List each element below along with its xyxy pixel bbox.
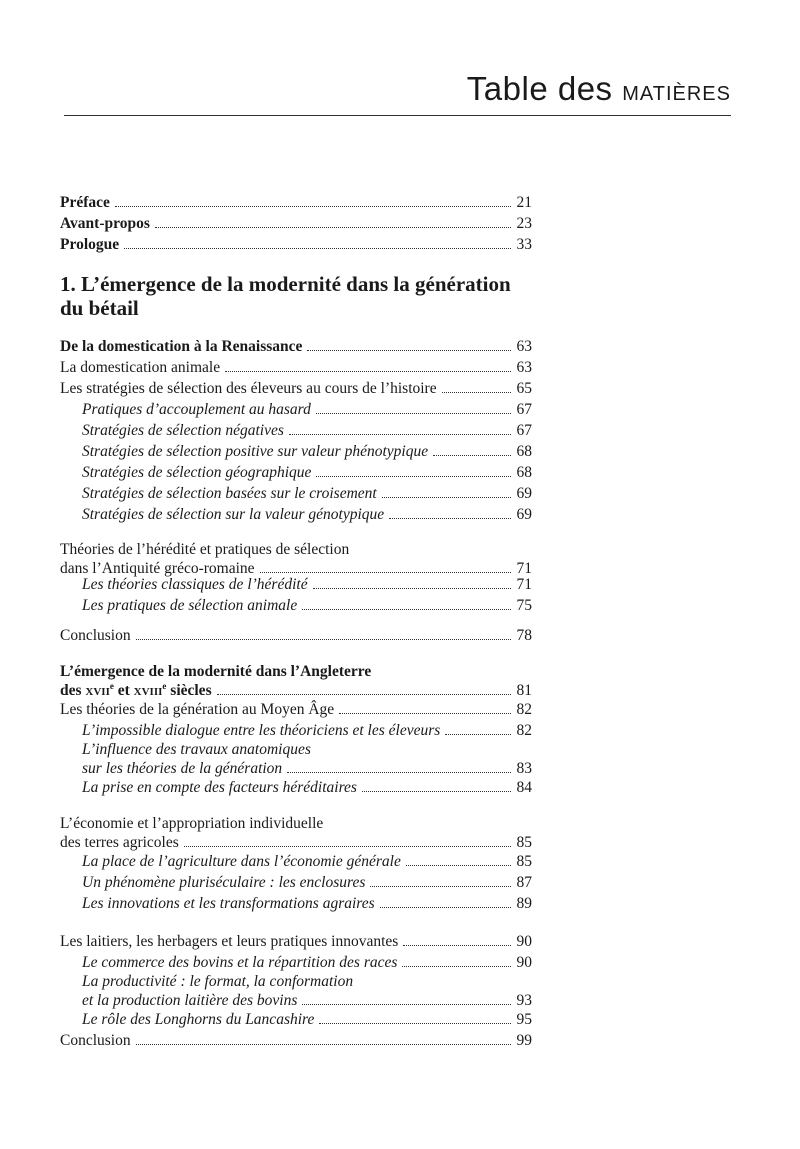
entry-label: La domestication animale — [60, 359, 221, 376]
entry-page: 85 — [516, 834, 532, 851]
chapter-title-line-1: 1. L’émergence de la modernité dans la génération — [60, 272, 511, 296]
toc-subentry[interactable] — [82, 852, 532, 871]
entry-label-line-2: sur les théories de la génération — [82, 760, 283, 777]
entry-label: Les stratégies de sélection des éleveurs au cours de l’histoire — [60, 380, 437, 397]
entry-page: 21 — [516, 194, 532, 211]
toc-subentry[interactable] — [82, 505, 532, 524]
entry-page: 99 — [516, 1032, 532, 1049]
toc-subentry[interactable] — [82, 778, 532, 797]
entry-page: 33 — [516, 236, 532, 253]
toc-subentry[interactable] — [82, 1010, 532, 1029]
entry-label: Stratégies de sélection sur la valeur génotypique — [82, 506, 385, 523]
entry-label: De la domestication à la Renaissance — [60, 338, 303, 355]
entry-page: 69 — [516, 485, 532, 502]
entry-label: L’impossible dialogue entre les théoriciens et les éleveurs — [82, 722, 441, 739]
title-part-1: Table des — [466, 70, 613, 107]
toc-section-domestication[interactable] — [60, 337, 532, 356]
toc-subentry[interactable] — [82, 442, 532, 461]
title-part-2: matières — [622, 75, 731, 106]
entry-label: Les théories classiques de l’hérédité — [82, 576, 308, 593]
entry-page: 68 — [516, 443, 532, 460]
entry-label-line-2: et la production laitière des bovins — [82, 992, 298, 1009]
entry-page: 67 — [516, 401, 532, 418]
chapter-1-title[interactable] — [60, 272, 530, 320]
entry-label-line-2: des xvii$^e$ et xviii$^e$ siècles — [60, 680, 212, 699]
entry-label: Stratégies de sélection basées sur le croisement — [82, 485, 377, 502]
entry-page: 71 — [516, 576, 532, 593]
entry-page: 84 — [516, 779, 532, 796]
toc-entry-laitiers[interactable] — [60, 932, 532, 951]
entry-label-line-1: Théories de l’hérédité et pratiques de sélection — [60, 541, 350, 558]
entry-page: 87 — [516, 874, 532, 891]
toc-entry-conclusion[interactable] — [60, 1031, 532, 1050]
entry-label: Les laitiers, les herbagers et leurs pratiques innovantes — [60, 933, 399, 950]
entry-page: 69 — [516, 506, 532, 523]
entry-label-line-2: dans l’Antiquité gréco-romaine — [60, 560, 255, 577]
entry-page: 65 — [516, 380, 532, 397]
entry-label-line-1: L’économie et l’appropriation individuelle — [60, 815, 324, 832]
entry-page: 78 — [516, 627, 532, 644]
entry-label: Stratégies de sélection négatives — [82, 422, 284, 439]
toc-entry-prologue[interactable] — [60, 235, 532, 254]
entry-page: 85 — [516, 853, 532, 870]
toc-entry-avant-propos[interactable] — [60, 214, 532, 233]
entry-label: Les pratiques de sélection animale — [82, 597, 298, 614]
entry-page: 89 — [516, 895, 532, 912]
entry-label: Le rôle des Longhorns du Lancashire — [82, 1011, 315, 1028]
chapter-title-line-2: du bétail — [60, 296, 139, 320]
toc-subentry[interactable] — [82, 463, 532, 482]
entry-page: 23 — [516, 215, 532, 232]
entry-label: Un phénomène pluriséculaire : les enclosures — [82, 874, 366, 891]
entry-page: 75 — [516, 597, 532, 614]
entry-page: 68 — [516, 464, 532, 481]
toc-subentry[interactable] — [82, 596, 532, 615]
toc-subentry[interactable] — [82, 740, 532, 778]
toc-entry[interactable] — [60, 358, 532, 377]
entry-label: Les innovations et les transformations agraires — [82, 895, 375, 912]
toc-entry-preface[interactable] — [60, 193, 532, 212]
toc-subentry[interactable] — [82, 953, 532, 972]
entry-page: 90 — [516, 933, 532, 950]
entry-label: Conclusion — [60, 627, 131, 644]
toc-subentry[interactable] — [82, 894, 532, 913]
entry-page: 82 — [516, 722, 532, 739]
entry-page: 81 — [516, 682, 532, 699]
toc-entry-conclusion[interactable] — [60, 626, 532, 645]
toc-entry[interactable] — [60, 700, 532, 719]
toc-entry-theories-antiquite[interactable] — [60, 540, 532, 578]
toc-subentry[interactable] — [82, 972, 532, 1010]
toc-entry-economie[interactable] — [60, 814, 532, 852]
entry-page: 63 — [516, 359, 532, 376]
entry-page: 83 — [516, 760, 532, 777]
toc-entry[interactable] — [60, 379, 532, 398]
entry-label: Avant-propos — [60, 215, 150, 232]
entry-label: La prise en compte des facteurs héréditaires — [82, 779, 357, 796]
entry-page: 67 — [516, 422, 532, 439]
entry-label: Pratiques d’accouplement au hasard — [82, 401, 311, 418]
entry-page: 63 — [516, 338, 532, 355]
toc-subentry[interactable] — [82, 575, 532, 594]
toc-subentry[interactable] — [82, 873, 532, 892]
toc-subentry[interactable] — [82, 421, 532, 440]
toc-subentry[interactable] — [82, 721, 532, 740]
toc-section-angleterre[interactable] — [60, 662, 532, 700]
entry-label: Prologue — [60, 236, 120, 253]
entry-label: Préface — [60, 194, 110, 211]
entry-page: 82 — [516, 701, 532, 718]
entry-label: Les théories de la génération au Moyen Âge — [60, 701, 335, 718]
toc-subentry[interactable] — [82, 484, 532, 503]
entry-page: 90 — [516, 954, 532, 971]
entry-label: Stratégies de sélection positive sur valeur phénotypique — [82, 443, 429, 460]
entry-label: Le commerce des bovins et la répartition des races — [82, 954, 398, 971]
entry-label-line-1: L’émergence de la modernité dans l’Angleterre — [60, 663, 372, 680]
entry-label-line-1: La productivité : le format, la conformation — [82, 973, 354, 990]
entry-page: 95 — [516, 1011, 532, 1028]
entry-label: Conclusion — [60, 1032, 131, 1049]
entry-page: 93 — [516, 992, 532, 1009]
entry-label: La place de l’agriculture dans l’économie générale — [82, 853, 401, 870]
entry-page: 71 — [516, 560, 532, 577]
toc-subentry[interactable] — [82, 400, 532, 419]
entry-label-line-2: des terres agricoles — [60, 834, 179, 851]
entry-label-line-1: L’influence des travaux anatomiques — [82, 741, 311, 758]
entry-label: Stratégies de sélection géographique — [82, 464, 312, 481]
